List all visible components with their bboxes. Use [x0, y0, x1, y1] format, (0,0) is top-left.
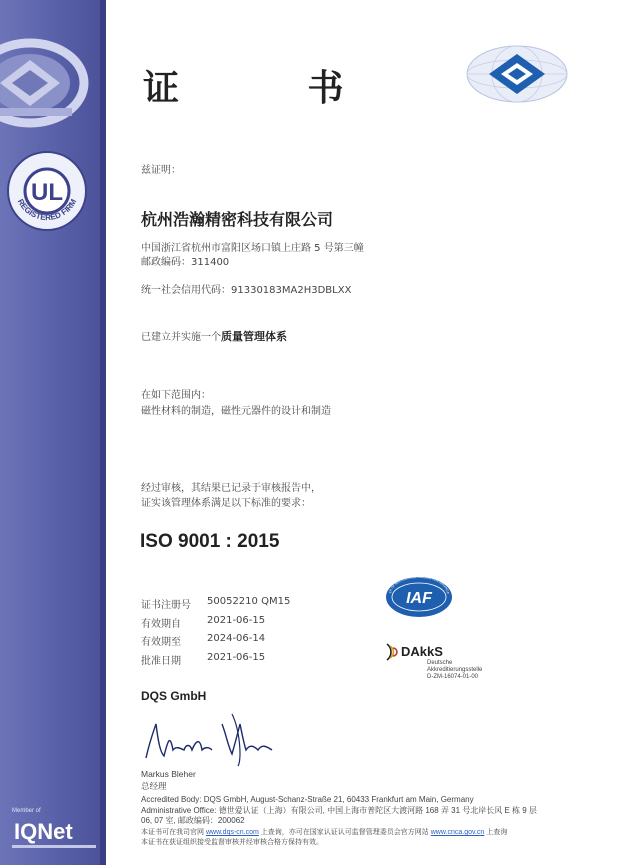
audit-line-1: 经过审核，其结果已记录于审核报告中， — [141, 483, 321, 494]
detail-row — [141, 596, 291, 611]
postcode-value: 311400 — [191, 257, 230, 268]
ul-ring-text: REGISTERED FIRM — [15, 197, 79, 223]
issuer-name: DQS GmbH — [141, 689, 207, 703]
signatory-name: Markus Bleher — [141, 769, 196, 779]
detail-row — [141, 652, 266, 667]
iqnet-icon — [8, 803, 100, 853]
system-line — [141, 328, 287, 344]
company-name: 杭州浩瀚精密科技有限公司 — [141, 210, 334, 229]
detail-row — [141, 615, 266, 630]
ul-text: UL — [31, 179, 63, 206]
system-name: 质量管理体系 — [221, 330, 287, 343]
dakks-icon — [385, 642, 399, 662]
iaf-ring-text: ER OF MULTILATERAL RECOGNITION ARRANGE — [388, 575, 451, 595]
iqnet-member-text: Member of — [12, 808, 41, 814]
validity-notice: 本证书在获证组织接受监督审核并经审核合格方保持有效。 — [141, 839, 323, 846]
iqnet-text: IQNet — [14, 819, 73, 844]
detail-label: 证书注册号 — [141, 600, 191, 611]
detail-value: 2024-06-14 — [207, 633, 266, 644]
verify-text-c: 上查询 — [484, 829, 508, 836]
signature-icon — [140, 710, 280, 768]
postcode-label: 邮政编码： — [141, 257, 191, 268]
dakks-line-1: Deutsche — [427, 660, 453, 666]
signatory-title: 总经理 — [141, 781, 167, 791]
intro-text: 兹证明： — [141, 165, 181, 176]
iaf-icon — [384, 575, 454, 619]
certificate-title: 证 书 — [143, 67, 402, 109]
ul-registered-firm-icon — [6, 150, 88, 232]
dqs-logo-icon — [465, 44, 570, 104]
credit-code-label: 统一社会信用代码： — [141, 285, 231, 296]
audit-line-2: 证实该管理体系满足以下标准的要求： — [141, 498, 311, 509]
sidebar-band — [0, 0, 106, 865]
iaf-text: IAF — [406, 590, 432, 607]
dakks-line-3: D-ZM-16074-01-00 — [427, 674, 479, 680]
detail-value: 2021-06-15 — [207, 652, 266, 663]
dakks-line-2: Akkreditierungsstelle — [427, 667, 483, 673]
company-address: 中国浙江省杭州市富阳区场口镇上庄路 5 号第三幢 — [141, 243, 364, 254]
scope-label: 在如下范围内： — [141, 390, 211, 401]
dqs-website-link[interactable]: www.dqs-cn.com — [205, 829, 259, 836]
detail-label: 批准日期 — [141, 656, 181, 667]
postcode-line — [141, 253, 229, 268]
verify-line — [141, 827, 507, 837]
admin-office-2: 06, 07 室, 邮政编码：200062 — [141, 816, 245, 825]
admin-office-1: Administrative Office: 德世爱认证（上海）有限公司, 中国上海市普陀区大渡河路 168 弄 31 号北岸长风 E 栋 9 层 — [141, 806, 537, 815]
system-prefix: 已建立并实施一个 — [141, 332, 221, 343]
verify-text-a: 本证书可在我司官网 — [141, 829, 206, 836]
detail-value: 50052210 QM15 — [207, 596, 291, 607]
detail-row — [141, 633, 266, 648]
detail-label: 有效期至 — [141, 637, 181, 648]
verify-text-b: 上查询，亦可在国家认证认可监督管理委员会官方网站 — [258, 829, 431, 836]
dakks-name: DAkkS — [401, 644, 443, 659]
cnca-website-link[interactable]: www.cnca.gov.cn — [430, 829, 485, 836]
accredited-body: Accredited Body: DQS GmbH, August-Schanz-Straße 21, 60433 Frankfurt am Main, Germany — [141, 795, 474, 804]
scope-text: 磁性材料的制造，磁性元器件的设计和制造 — [141, 406, 331, 417]
credit-code-line — [141, 281, 351, 296]
credit-code-value: 91330183MA2H3DBLXX — [231, 285, 352, 296]
standard-title: ISO 9001 : 2015 — [140, 531, 280, 552]
dqs-badge-icon — [0, 38, 90, 128]
detail-value: 2021-06-15 — [207, 615, 266, 626]
dakks-logo — [385, 636, 495, 684]
detail-label: 有效期自 — [141, 619, 181, 630]
